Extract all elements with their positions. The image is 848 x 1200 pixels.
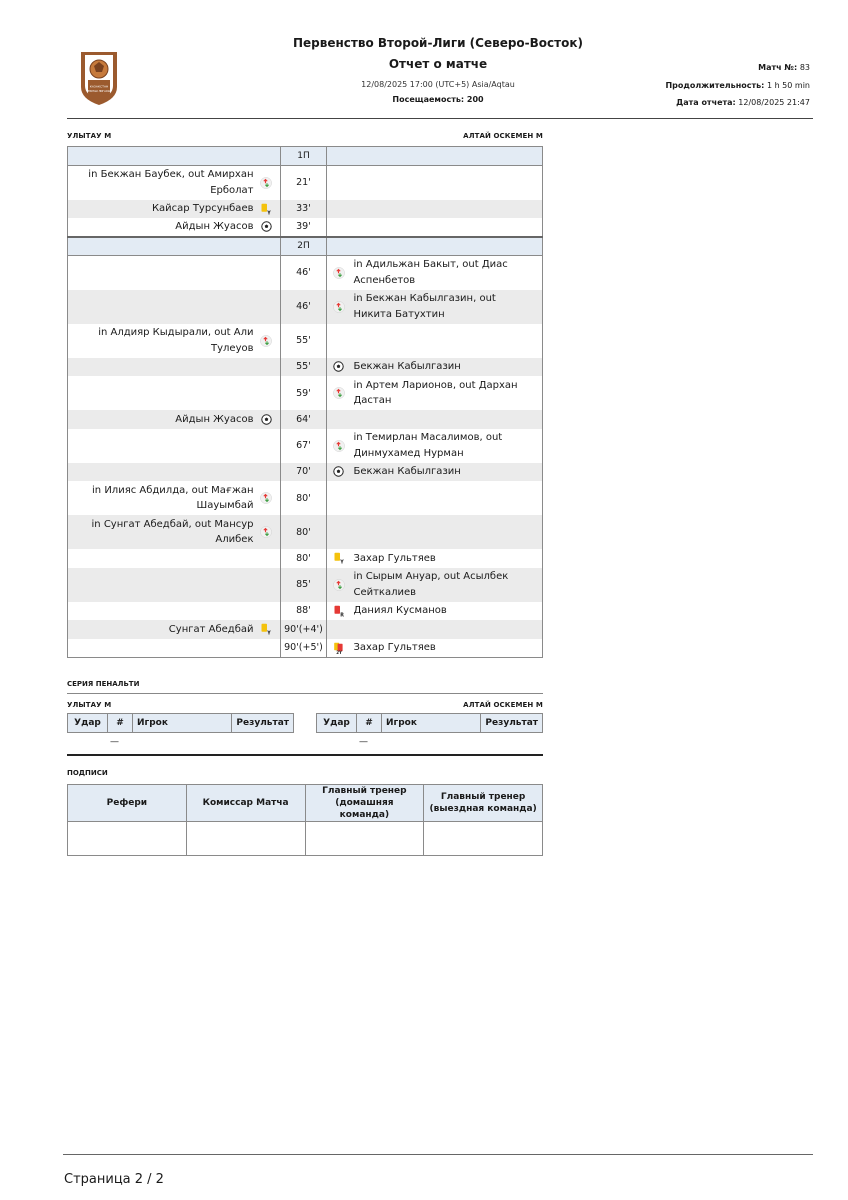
away-event-text: in Сырым Ануар, out Асылбек Сейткалиев — [353, 571, 509, 598]
goal-ball-icon — [260, 413, 273, 426]
period-label: 2П — [280, 237, 327, 256]
header-divider — [67, 118, 813, 119]
substitution-icon — [260, 526, 273, 539]
event-row — [68, 324, 543, 358]
page-number: Страница 2 / 2 — [64, 1172, 164, 1187]
svg-text:КАЗАКСТАН: КАЗАКСТАН — [89, 84, 109, 89]
yellow-card-icon — [260, 202, 273, 215]
substitution-icon — [332, 439, 345, 452]
event-row — [68, 256, 543, 290]
svg-text:Y: Y — [340, 560, 344, 565]
svg-text:Y: Y — [267, 211, 271, 215]
event-row — [68, 602, 543, 621]
away-event-text: Захар Гультяев — [353, 552, 436, 564]
event-minute: 80' — [280, 481, 327, 515]
home-event-text: in Сунгат Абедбай, out Мансур Алибек — [91, 518, 254, 545]
signatures-table — [67, 784, 543, 856]
report-subtitle: Отчет о матче — [388, 57, 488, 71]
event-minute: 39' — [280, 218, 327, 237]
goal-ball-icon — [332, 465, 345, 478]
svg-text:Y: Y — [267, 631, 271, 636]
home-event-text: in Бекжан Баубек, out Амирхан Ерболат — [88, 169, 254, 196]
yellow-card-icon — [260, 623, 273, 636]
competition-title: Первенство Второй-Лиги (Северо-Восток) — [293, 36, 583, 50]
event-minute: 88' — [280, 602, 327, 621]
event-row — [68, 410, 543, 429]
signatures-title: ПОДПИСИ — [67, 769, 108, 777]
substitution-icon — [332, 266, 345, 279]
period-label: 1П — [280, 147, 327, 166]
league-logo — [76, 49, 122, 107]
penalties-title: СЕРИЯ ПЕНАЛЬТИ — [67, 680, 140, 688]
home-event-text: Айдын Жуасов — [175, 221, 254, 232]
home-event-text: in Алдияр Кыдырали, out Али Тулеуов — [98, 327, 254, 354]
match-events-table — [67, 146, 543, 658]
away-team-label: АЛТАЙ ОСКЕМЕН М — [463, 132, 543, 140]
home-event-text: in Илияс Абдилда, out Мағжан Шауымбай — [92, 484, 254, 511]
event-minute: 59' — [280, 376, 327, 410]
col-result: Результат — [232, 714, 294, 733]
event-row — [68, 376, 543, 410]
event-row — [68, 568, 543, 602]
penalties-home-team: УЛЫТАУ М — [67, 701, 112, 709]
red-card-icon — [332, 604, 345, 617]
away-event-text: Бекжан Кабылгазин — [353, 466, 461, 477]
event-row — [68, 549, 543, 568]
away-event-text: Даниял Кусманов — [353, 605, 447, 616]
col-number: # — [357, 714, 382, 733]
away-event-text: Бекжан Кабылгазин — [353, 361, 461, 372]
event-row — [68, 481, 543, 515]
substitution-icon — [260, 176, 273, 189]
event-minute: 33' — [280, 200, 327, 219]
substitution-icon — [260, 334, 273, 347]
sig-away-coach: Главный тренер (выездная команда) — [424, 785, 543, 822]
event-row — [68, 429, 543, 463]
attendance: Посещаемость: 200 — [392, 95, 484, 104]
home-event-text: Айдын Жуасов — [175, 413, 254, 425]
goal-ball-icon — [260, 220, 273, 233]
sig-referee-box — [68, 822, 187, 856]
event-minute: 70' — [280, 463, 327, 482]
second-yellow-card-icon — [332, 641, 345, 654]
event-minute: 46' — [280, 290, 327, 324]
event-row — [68, 620, 543, 639]
away-event-text: in Темирлан Масалимов, out Динмухамед Нурман — [353, 432, 503, 459]
away-event-text: in Бекжан Кабылгазин, out Никита Батухтин — [353, 293, 496, 320]
penalties-home-empty: — — [110, 737, 119, 747]
svg-text:2Y: 2Y — [336, 649, 342, 654]
period-header-second — [68, 237, 543, 256]
substitution-icon — [332, 387, 345, 400]
event-minute: 90'(+4') — [280, 620, 327, 639]
yellow-card-icon — [332, 552, 345, 565]
home-team-label: УЛЫТАУ М — [67, 132, 112, 140]
event-minute: 46' — [280, 256, 327, 290]
event-minute: 64' — [280, 410, 327, 429]
event-minute: 90'(+5') — [280, 639, 327, 658]
home-event-text: Кайсар Турсунбаев — [151, 203, 254, 214]
event-row — [68, 639, 543, 658]
penalties-away-table — [316, 713, 543, 733]
col-shot: Удар — [317, 714, 357, 733]
event-minute: 21' — [280, 166, 327, 200]
match-datetime: 12/08/2025 17:00 (UTC+5) Asia/Aqtau — [361, 80, 515, 89]
sig-home-coach-box — [305, 822, 424, 856]
away-event-text: in Адильжан Бакыт, out Диас Аспенбетов — [353, 259, 508, 286]
home-event-text: Сунгат Абедбай — [168, 623, 254, 635]
match-number: Матч №: 83 — [758, 63, 810, 72]
col-player: Игрок — [382, 714, 481, 733]
event-row — [68, 463, 543, 482]
event-minute: 67' — [280, 429, 327, 463]
match-duration: Продолжительность: 1 h 50 min — [665, 81, 810, 90]
footer-divider — [63, 1154, 813, 1155]
col-result: Результат — [481, 714, 543, 733]
event-minute: 85' — [280, 568, 327, 602]
event-row — [68, 515, 543, 549]
sig-home-coach: Главный тренер (домашняя команда) — [305, 785, 424, 822]
substitution-icon — [332, 578, 345, 591]
sig-referee: Рефери — [68, 785, 187, 822]
away-event-text: Захар Гультяев — [353, 641, 436, 653]
col-number: # — [108, 714, 133, 733]
away-event-text: in Артем Ларионов, out Дархан Дастан — [353, 379, 518, 406]
penalties-home-table — [67, 713, 294, 733]
report-date: Дата отчета: 12/08/2025 21:47 — [676, 98, 810, 107]
event-row — [68, 200, 543, 219]
event-row — [68, 290, 543, 324]
svg-text:ЕКІНШІ ЛИГАСЫ: ЕКІНШІ ЛИГАСЫ — [88, 90, 110, 93]
penalties-away-team: АЛТАЙ ОСКЕМЕН М — [463, 701, 543, 709]
goal-ball-icon — [332, 360, 345, 373]
col-player: Игрок — [133, 714, 232, 733]
penalties-divider — [67, 693, 543, 694]
event-minute: 80' — [280, 549, 327, 568]
substitution-icon — [260, 492, 273, 505]
event-minute: 80' — [280, 515, 327, 549]
col-shot: Удар — [68, 714, 108, 733]
event-row — [68, 218, 543, 237]
penalties-away-empty: — — [359, 737, 368, 747]
substitution-icon — [332, 300, 345, 313]
sig-away-coach-box — [424, 822, 543, 856]
event-row — [68, 166, 543, 200]
section-divider — [67, 754, 543, 756]
svg-text:R: R — [340, 613, 344, 617]
event-minute: 55' — [280, 324, 327, 358]
sig-commissioner: Комиссар Матча — [186, 785, 305, 822]
period-header-first — [68, 147, 543, 166]
event-minute: 55' — [280, 358, 327, 377]
sig-commissioner-box — [186, 822, 305, 856]
event-row — [68, 358, 543, 377]
